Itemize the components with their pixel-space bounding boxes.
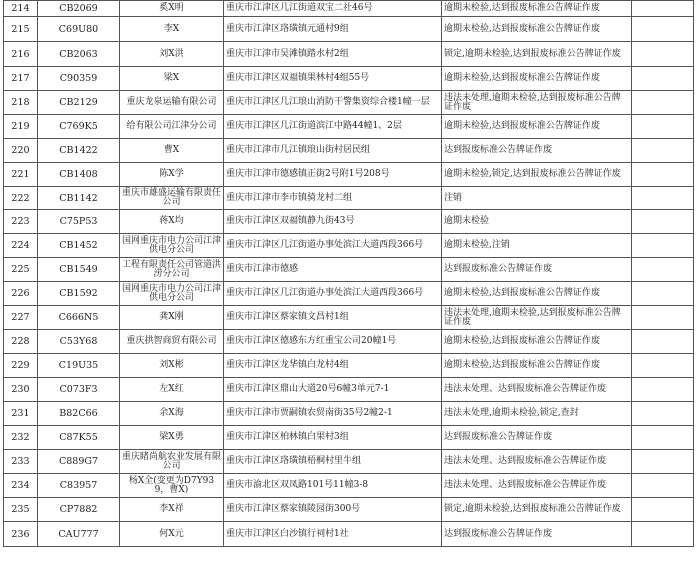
table-row [4,426,694,450]
table-row [4,378,694,402]
table-row [4,330,694,354]
owner-address: 重庆市江津区几江街道办事处滨江大道西段366号 [224,282,442,306]
empty-cell [632,17,694,42]
empty-cell [632,330,694,354]
owner-name: 梁X勇 [120,426,224,450]
owner-name: 重庆龙泉运输有限公司 [120,91,224,115]
plate-number: CB1592 [38,282,120,306]
owner-address: 重庆市江津市贾嗣镇农贸南街35号2幢2-1 [224,402,442,426]
empty-cell [632,258,694,282]
row-number: 216 [4,42,38,67]
owner-address: 重庆市江津区几江琅山消防干警集资综合楼1幢一层 [224,91,442,115]
empty-cell [632,91,694,115]
table-row [4,354,694,378]
empty-cell [632,187,694,210]
vehicle-status: 逾期未检验,达到报废标准公告牌证作废 [442,1,632,17]
plate-number: C90359 [38,67,120,91]
empty-cell [632,42,694,67]
plate-number: C87K55 [38,426,120,450]
owner-name: 国网重庆市电力公司江津供电分公司 [120,282,224,306]
owner-address: 重庆市江津市李市镇骑龙村二组 [224,187,442,210]
owner-name: 李X [120,17,224,42]
empty-cell [632,450,694,474]
owner-address: 重庆市江津区鼎山大道20号6幢3单元7-1 [224,378,442,402]
vehicle-table [3,0,694,547]
vehicle-status: 违法未处理,逾期未检验,达到报废标准公告牌证作废 [442,306,632,330]
table-row [4,42,694,67]
owner-address: 重庆市江津区德感东方红重宝公司20幢1号 [224,330,442,354]
table-row [4,522,694,547]
vehicle-status: 逾期未检验,注销 [442,234,632,258]
row-number: 227 [4,306,38,330]
vehicle-status: 违法未处理、达到报废标准公告牌证作废 [442,474,632,498]
owner-name: 给有限公司江津分公司 [120,115,224,139]
row-number: 226 [4,282,38,306]
vehicle-status: 违法未处理,逾期未检验,达到报废标准公告牌证作废 [442,91,632,115]
row-number: 234 [4,474,38,498]
empty-cell [632,163,694,187]
table-row [4,139,694,163]
owner-name: 重庆拱智商贸有限公司 [120,330,224,354]
vehicle-status: 违法未处理、达到报废标准公告牌证作废 [442,450,632,474]
row-number: 225 [4,258,38,282]
owner-address: 重庆市江津区几江街道滨江中路44幢1、2层 [224,115,442,139]
owner-address: 重庆市江津区几江街道办事处滨江大道西段366号 [224,234,442,258]
row-number: 214 [4,1,38,17]
owner-address: 重庆市江津区珞璜镇元通村9组 [224,17,442,42]
plate-number: CB1549 [38,258,120,282]
owner-name: 重庆睹尚航农业发展有限公司 [120,450,224,474]
row-number: 223 [4,210,38,234]
owner-name: 龚X刚 [120,306,224,330]
plate-number: C769K5 [38,115,120,139]
vehicle-status: 逾期未检验,锁定,达到报废标准公告牌证作废 [442,163,632,187]
table-row [4,187,694,210]
table-row [4,17,694,42]
plate-number: CB1142 [38,187,120,210]
row-number: 222 [4,187,38,210]
vehicle-status: 注销 [442,187,632,210]
vehicle-status: 逾期未检验,达到报废标准公告牌证作废 [442,354,632,378]
row-number: 220 [4,139,38,163]
owner-name: 奚X明 [120,1,224,17]
owner-address: 重庆市江津区白沙镇行祠村1社 [224,522,442,547]
empty-cell [632,354,694,378]
row-number: 230 [4,378,38,402]
table-row [4,498,694,522]
empty-cell [632,426,694,450]
plate-number: CB1452 [38,234,120,258]
owner-address: 重庆市江津区珞璜镇梧桐村里牛组 [224,450,442,474]
owner-name: 陈X学 [120,163,224,187]
plate-number: B82C66 [38,402,120,426]
table-row [4,258,694,282]
owner-address: 重庆市江津市几江镇琅山街村居民组 [224,139,442,163]
owner-address: 重庆市江津区柏林镇白果村3组 [224,426,442,450]
owner-name: 梁X [120,67,224,91]
empty-cell [632,210,694,234]
empty-cell [632,67,694,91]
row-number: 236 [4,522,38,547]
owner-name: 余X海 [120,402,224,426]
table-row [4,115,694,139]
empty-cell [632,306,694,330]
vehicle-status: 逾期未检验,达到报废标准公告牌证作废 [442,115,632,139]
vehicle-status: 达到报废标准公告牌证作废 [442,258,632,282]
owner-name: 刘X洪 [120,42,224,67]
empty-cell [632,234,694,258]
plate-number: C75P53 [38,210,120,234]
table-row [4,474,694,498]
owner-name: 刘X彬 [120,354,224,378]
empty-cell [632,522,694,547]
vehicle-status: 违法未处理、达到报废标准公告牌证作废 [442,378,632,402]
plate-number: CAU777 [38,522,120,547]
empty-cell [632,402,694,426]
table-row [4,450,694,474]
owner-address: 重庆市江津市德感镇正街2号附1号208号 [224,163,442,187]
plate-number: C19U35 [38,354,120,378]
plate-number: CB2069 [38,1,120,17]
empty-cell [632,282,694,306]
vehicle-status: 锁定,逾期未检验,达到报废标准公告牌证作废 [442,498,632,522]
empty-cell [632,115,694,139]
row-number: 231 [4,402,38,426]
plate-number: C53Y68 [38,330,120,354]
owner-name: 蒋X均 [120,210,224,234]
vehicle-status: 逾期未检验,达到报废标准公告牌证作废 [442,330,632,354]
row-number: 224 [4,234,38,258]
row-number: 235 [4,498,38,522]
owner-name: 国网重庆市电力公司江津供电分公司 [120,234,224,258]
row-number: 228 [4,330,38,354]
vehicle-status: 锁定,逾期未检验,达到报废标准公告牌证作废 [442,42,632,67]
owner-address: 重庆市江津区蔡家镇文昌村1组 [224,306,442,330]
owner-name: 工程有限责任公司管道洪涝分公司 [120,258,224,282]
plate-number: CB1408 [38,163,120,187]
table-row [4,402,694,426]
vehicle-status: 逾期未检验,达到报废标准公告牌证作废 [442,17,632,42]
plate-number: CB1422 [38,139,120,163]
owner-name: 左X红 [120,378,224,402]
empty-cell [632,139,694,163]
table-row [4,210,694,234]
owner-name: 重庆市雄盛运输有限责任公司 [120,187,224,210]
row-number: 219 [4,115,38,139]
empty-cell [632,498,694,522]
owner-address: 重庆市江津区双福镇静九街43号 [224,210,442,234]
plate-number: CP7882 [38,498,120,522]
owner-name: 李X祥 [120,498,224,522]
owner-name: 曹X [120,139,224,163]
table-row [4,282,694,306]
vehicle-status: 达到报废标准公告牌证作废 [442,522,632,547]
vehicle-status: 逾期未检验,达到报废标准公告牌证作废 [442,282,632,306]
owner-address: 重庆市渝北区双凤路101号11幢3-8 [224,474,442,498]
owner-address: 重庆市江津区蔡家镇陵园街300号 [224,498,442,522]
row-number: 217 [4,67,38,91]
vehicle-status: 逾期未检验,达到报废标准公告牌证作废 [442,67,632,91]
vehicle-status: 逾期未检验 [442,210,632,234]
plate-number: C889G7 [38,450,120,474]
plate-number: C073F3 [38,378,120,402]
plate-number: CB2063 [38,42,120,67]
table-row [4,91,694,115]
owner-name: 何X元 [120,522,224,547]
vehicle-status: 违法未处理,逾期未检验,锁定,查封 [442,402,632,426]
table-row [4,163,694,187]
row-number: 232 [4,426,38,450]
empty-cell [632,474,694,498]
plate-number: C83957 [38,474,120,498]
row-number: 233 [4,450,38,474]
vehicle-status: 达到报废标准公告牌证作废 [442,139,632,163]
owner-address: 重庆市江津区龙华镇白龙村4组 [224,354,442,378]
plate-number: C666N5 [38,306,120,330]
row-number: 221 [4,163,38,187]
plate-number: CB2129 [38,91,120,115]
table-row [4,234,694,258]
plate-number: C69U80 [38,17,120,42]
row-number: 218 [4,91,38,115]
owner-address: 重庆市江津区几江街道双宝二社46号 [224,1,442,17]
table-row [4,306,694,330]
owner-address: 重庆市江津市德感 [224,258,442,282]
owner-name: 杨X全(变更为D7Y939，曹X) [120,474,224,498]
empty-cell [632,1,694,17]
owner-address: 重庆市江津市吴滩镇踏水村2组 [224,42,442,67]
row-number: 215 [4,17,38,42]
row-number: 229 [4,354,38,378]
table-row [4,67,694,91]
owner-address: 重庆市江津区双福镇果林村4组55号 [224,67,442,91]
table-row [4,1,694,17]
vehicle-status: 达到报废标准公告牌证作废 [442,426,632,450]
empty-cell [632,378,694,402]
